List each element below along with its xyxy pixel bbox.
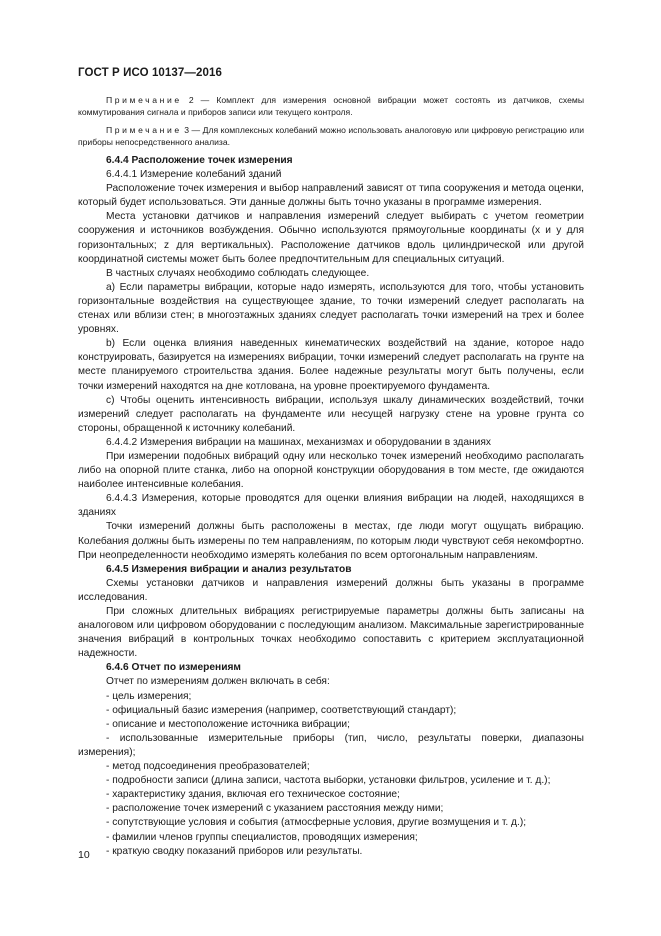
list-item-a: a) Если параметры вибрации, которые надо измерять, используются для того, чтобы установить горизонтальные воздействия на существующее здание, то точки измерений следует располагать на стенах или вблизи стен; в многоэтажных зданиях следует располагать точки измерений на трех и более уровнях. [78, 281, 584, 336]
document-header: ГОСТ Р ИСО 10137—2016 [78, 67, 223, 79]
list-item: - расположение точек измерений с указанием расстояния между ними; [106, 803, 444, 815]
page-number: 10 [78, 849, 90, 861]
list-item: - сопутствующие условия и события (атмосферные условия, другие возмущения и т. д.); [106, 817, 527, 829]
list-item: - описание и местоположение источника вибрации; [106, 718, 350, 730]
paragraph: Точки измерений должны быть расположены в местах, где люди могут ощущать вибрацию. Колебания должны быть измерены по тем направлениям, по которым люди чувствуют себя некомфортно. При неопределенности необходимо измерять колебания по всем ортогональным направлениям. [78, 521, 584, 561]
subsection-heading-6-4-4-1: 6.4.4.1 Измерение колебаний зданий [106, 169, 282, 181]
list-item-c: c) Чтобы оценить интенсивность вибрации, используя шкалу динамических воздействий, точки измерений следует располагать на фундаменте или несущей нагрузку стене на уровне грунта со стороны, обращенной к источнику колебаний. [78, 394, 584, 434]
paragraph: При сложных длительных вибрациях регистрируемые параметры должны быть записаны на аналоговом или цифровом оборудовании с последующим анализом. Максимальные зарегистрированные значения вибраций в контрольных точках необходимо сопоставить с критерием эксплуатационной надежности. [78, 606, 584, 660]
subsection-heading-6-4-4-3: 6.4.4.3 Измерения, которые проводятся для оценки влияния вибрации на людей, находящихся в зданиях [78, 493, 584, 519]
list-item: - метод подсоединения преобразователей; [106, 761, 310, 773]
subsection-heading-6-4-4-2: 6.4.4.2 Измерения вибрации на машинах, механизмах и оборудовании в зданиях [106, 436, 491, 448]
section-heading-6-4-5: 6.4.5 Измерения вибрации и анализ результатов [106, 563, 352, 575]
paragraph: Отчет по измерениям должен включать в себя: [106, 676, 330, 688]
note-text: 2 — Комплект для измерения основной вибрации может состоять из датчиков, схемы коммутирования сигнала и приборов записи или текущего контроля. [78, 95, 584, 117]
list-item: - цель измерения; [106, 690, 192, 702]
list-item: - характеристику здания, включая его техническое состояние; [106, 789, 400, 801]
paragraph: Места установки датчиков и направления измерений следует выбирать с учетом геометрии сооружения и источников возбуждения. Обычно используются прямоугольные координаты (x и y для горизонтальных; z для вертикальных). Расположение датчиков вдоль цилиндрической или другой координатной системы может быть более предпочтительным для специальных ситуаций. [78, 211, 584, 265]
section-heading-6-4-4: 6.4.4 Расположение точек измерения [106, 155, 293, 166]
list-item: - использованные измерительные приборы (тип, число, результаты поверки, диапазоны измерения); [78, 732, 584, 758]
list-item: - подробности записи (длина записи, частота выборки, установки фильтров, усиление и т. д.); [106, 775, 551, 787]
list-item-b: b) Если оценка влияния наведенных кинематических воздействий на здание, которое надо конструировать, базируется на измерениях вибрации, точки измерений следует располагать на грунте на месте планируемого строительства здания. Более надежные результаты могут быть получены, если точки измерений находятся на дне котлована, на уровне проектируемого фундамента. [78, 338, 584, 392]
note-label: Примечание [106, 125, 182, 135]
list-item: - фамилии членов группы специалистов, проводящих измерения; [106, 831, 418, 843]
note-3 [78, 124, 584, 148]
paragraph: В частных случаях необходимо соблюдать следующее. [106, 267, 370, 279]
paragraph: Схемы установки датчиков и направления измерений должны быть указаны в программе исследования. [78, 577, 584, 603]
paragraph: Расположение точек измерения и выбор направлений зависят от типа сооружения и метода оценки, который будет использоваться. Эти данные должны быть точно указаны в программе измерения. [78, 183, 584, 209]
paragraph: При измерении подобных вибраций одну или несколько точек измерений необходимо располагать либо на опорной плите станка, либо на опорной конструкции оборудования в том месте, где ожидаются наиболее интенсивные колебания. [78, 450, 584, 491]
section-heading-6-4-6: 6.4.6 Отчет по измерениям [106, 662, 241, 674]
note-text: 3 — Для комплексных колебаний можно использовать аналоговую или цифровую регистрацию или приборы непосредственного анализа. [78, 125, 584, 147]
list-item: - краткую сводку показаний приборов или результаты. [106, 845, 363, 857]
document-body [78, 94, 584, 859]
list-item: - официальный базис измерения (например, соответствующий стандарт); [106, 704, 457, 716]
note-2 [78, 94, 584, 118]
note-label: Примечание [106, 95, 182, 105]
